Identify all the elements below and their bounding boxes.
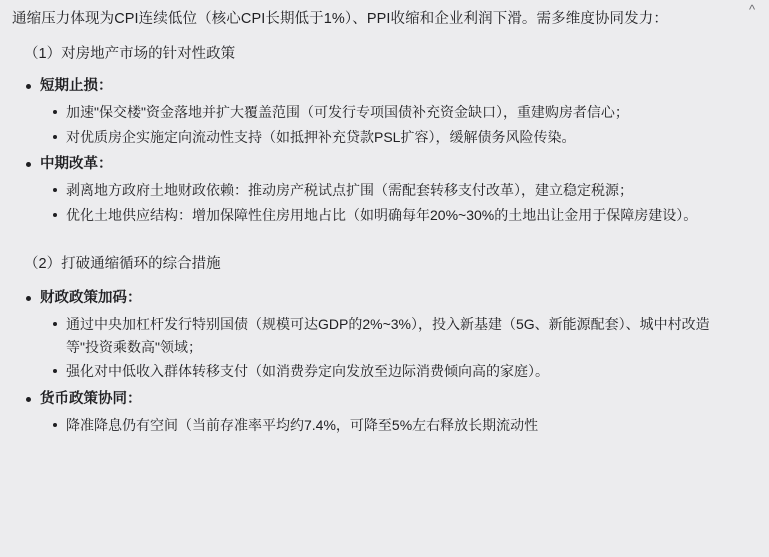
sub-list	[40, 414, 739, 437]
sub-list	[40, 101, 739, 148]
list-item-title: 短期止损：	[40, 78, 113, 95]
list-item: 优化土地供应结构：增加保障性住房用地占比（如明确每年20%~30%的土地出让金用于保障房建设）。	[66, 204, 739, 227]
list-item	[40, 389, 739, 436]
section-2-list	[10, 288, 739, 436]
sub-list	[40, 179, 739, 226]
list-item	[40, 288, 739, 383]
list-item: 强化对中低收入群体转移支付（如消费券定向发放至边际消费倾向高的家庭）。	[66, 360, 739, 383]
list-item	[40, 76, 739, 148]
chevron-up-icon[interactable]: ^	[748, 2, 756, 17]
list-item: 加速"保交楼"资金落地并扩大覆盖范围（可发行专项国债补充资金缺口），重建购房者信心；	[66, 101, 739, 124]
list-item-title: 中期改革：	[40, 156, 113, 173]
list-item: 对优质房企实施定向流动性支持（如抵押补充贷款PSL扩容），缓解债务风险传染。	[66, 126, 739, 149]
intro-paragraph: 通缩压力体现为CPI连续低位（核心CPI长期低于1%）、PPI收缩和企业利润下滑。需多维度协同发力：	[12, 11, 668, 27]
list-item: 剥离地方政府土地财政依赖：推动房产税试点扩围（需配套转移支付改革），建立稳定税源；	[66, 179, 739, 202]
list-item: 降准降息仍有空间（当前存准率平均约7.4%，可降至5%左右释放长期流动性	[66, 414, 739, 437]
list-item	[40, 154, 739, 226]
section-heading-1: （1）对房地产市场的针对性政策	[24, 46, 236, 63]
section-heading-2: （2）打破通缩循环的综合措施	[24, 256, 221, 273]
list-item-title: 货币政策协同：	[40, 390, 142, 407]
section-spacer	[10, 232, 739, 254]
sub-list	[40, 313, 739, 383]
section-1-list	[10, 76, 739, 226]
list-item-title: 财政政策加码：	[40, 290, 142, 307]
list-item: 通过中央加杠杆发行特别国债（规模可达GDP的2%~3%），投入新基建（5G、新能源配套）、城中村改造等"投资乘数高"领域；	[66, 313, 739, 358]
